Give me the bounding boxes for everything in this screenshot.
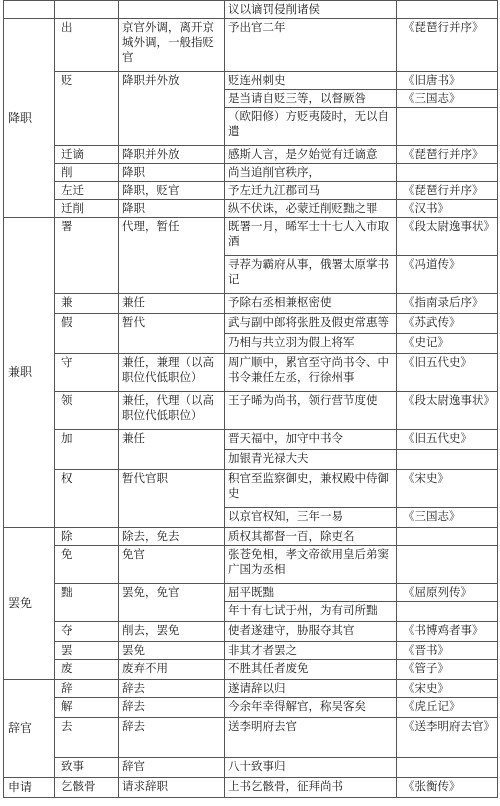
example-cell: 使者遂建守，胁服夺其官 [225, 622, 397, 642]
table-row [4, 642, 498, 660]
meaning-cell: 降职 [119, 164, 225, 182]
meaning-cell: 降职并外放 [119, 146, 225, 164]
term-cell: 加 [55, 430, 119, 470]
table-row [4, 778, 498, 798]
source-cell: 《琵琶行并序》 [397, 146, 498, 164]
term-cell: 权 [55, 470, 119, 528]
source-cell: 《苏武传》 [397, 314, 498, 334]
table-row [4, 528, 498, 546]
category-cell: 降职 [4, 19, 55, 218]
category-cell: 兼职 [4, 218, 55, 528]
source-cell [397, 546, 498, 584]
source-cell: 《段太尉逸事状》 [397, 392, 498, 430]
example-cell: 遂请辞以归 [225, 680, 397, 698]
example-cell: 既署一月，晞军士十七人入市取酒 [225, 218, 397, 256]
category-cell: 罢免 [4, 528, 55, 680]
source-cell [397, 164, 498, 182]
term-cell: 署 [55, 218, 119, 294]
term-cell [55, 1, 119, 19]
table-row [4, 430, 498, 450]
meaning-cell: 削去，罢免 [119, 622, 225, 642]
meaning-cell: 暂代 [119, 314, 225, 354]
source-cell: 《旧五代史》 [397, 430, 498, 450]
table-row [4, 72, 498, 90]
example-cell: 以京官权知，三年一易 [225, 508, 397, 528]
source-cell [397, 602, 498, 622]
example-cell: 八十致事归 [225, 758, 397, 778]
meaning-cell: 兼任，兼理（以高职位代低职位） [119, 354, 225, 392]
example-cell: 送李明府去官 [225, 718, 397, 758]
meaning-cell: 辞去 [119, 680, 225, 698]
meaning-cell: 降职，贬官 [119, 182, 225, 200]
term-cell: 除 [55, 528, 119, 546]
source-cell: 《三国志》 [397, 508, 498, 528]
meaning-cell: 免官 [119, 546, 225, 584]
source-cell: 《琵琶行并序》 [397, 19, 498, 72]
example-cell: 纵不伏诛，必蒙迁削贬黜之罪 [225, 200, 397, 218]
source-cell: 《汉书》 [397, 200, 498, 218]
example-cell: 王子晞为尚书，领行营节度使 [225, 392, 397, 430]
source-cell: 《屈原列传》 [397, 584, 498, 602]
source-cell: 《三国志》 [397, 90, 498, 108]
table-row [4, 218, 498, 256]
source-cell: 《晋书》 [397, 642, 498, 660]
meaning-cell: 兼任 [119, 294, 225, 314]
term-cell: 解 [55, 698, 119, 718]
example-cell: 周广顺中，累官至守尚书令、中书令兼任左丞，行徐州事 [225, 354, 397, 392]
table-row [4, 680, 498, 698]
term-cell: 废 [55, 660, 119, 680]
table-row [4, 718, 498, 758]
example-cell: 贬连州刺史 [225, 72, 397, 90]
example-cell: 张苍免相，孝文帝欲用皇后弟窦广国为丞相 [225, 546, 397, 584]
term-cell: 黜 [55, 584, 119, 622]
category-cell [4, 1, 55, 19]
source-cell: 《冯道传》 [397, 256, 498, 294]
category-cell: 辞官 [4, 680, 55, 778]
meaning-cell: 京官外调，离开京城外调，一般指贬官 [119, 19, 225, 72]
category-cell: 申请 [4, 778, 55, 798]
term-cell: 致事 [55, 758, 119, 778]
example-cell: 晋天福中，加守中书令 [225, 430, 397, 450]
meaning-cell: 暂代官职 [119, 470, 225, 528]
table-row [4, 546, 498, 584]
term-cell: 削 [55, 164, 119, 182]
example-cell: 乃相与共立羽为假上将军 [225, 334, 397, 354]
meaning-cell [119, 1, 225, 19]
table-row [4, 200, 498, 218]
term-cell: 免 [55, 546, 119, 584]
table-row [4, 470, 498, 508]
table-row [4, 660, 498, 680]
meaning-cell: 辞官 [119, 758, 225, 778]
meaning-cell: 代理，暂任 [119, 218, 225, 294]
example-cell: 予左迁九江郡司马 [225, 182, 397, 200]
table-row [4, 1, 498, 19]
table-row [4, 294, 498, 314]
table-row [4, 698, 498, 718]
example-cell: 屈平既黜 [225, 584, 397, 602]
term-cell: 迁削 [55, 200, 119, 218]
source-cell: 《指南录后序》 [397, 294, 498, 314]
meaning-cell: 请求辞职 [119, 778, 225, 798]
example-cell: 寻荐为霸府从事，俄署太原掌书记 [225, 256, 397, 294]
source-cell: 《史记》 [397, 334, 498, 354]
term-cell: 守 [55, 354, 119, 392]
term-cell: 贬 [55, 72, 119, 146]
source-cell: 《琵琶行并序》 [397, 182, 498, 200]
term-cell: 领 [55, 392, 119, 430]
term-cell: 出 [55, 19, 119, 72]
table-row [4, 354, 498, 392]
term-cell: 兼 [55, 294, 119, 314]
term-cell: 乞骸骨 [55, 778, 119, 798]
example-cell: 质权其都督一百，除吏名 [225, 528, 397, 546]
meaning-cell: 除去，免去 [119, 528, 225, 546]
term-cell: 假 [55, 314, 119, 354]
example-cell: （欧阳修）方贬夷陵时，无以自遣 [225, 108, 397, 146]
meaning-cell: 罢免，免官 [119, 584, 225, 622]
example-cell: 予出官二年 [225, 19, 397, 72]
source-cell: 《宋史》 [397, 680, 498, 698]
example-cell: 是当请自贬三等，以督厥咎 [225, 90, 397, 108]
meaning-cell: 降职 [119, 200, 225, 218]
term-cell: 去 [55, 718, 119, 758]
source-cell: 《书博鸡者事》 [397, 622, 498, 642]
table-row [4, 392, 498, 430]
term-cell: 罢 [55, 642, 119, 660]
meaning-cell: 兼任 [119, 430, 225, 470]
source-cell: 《段太尉逸事状》 [397, 218, 498, 256]
source-cell: 《送李明府去官》 [397, 718, 498, 758]
table-row [4, 146, 498, 164]
table-row [4, 164, 498, 182]
term-cell: 夺 [55, 622, 119, 642]
source-cell: 《宋史》 [397, 470, 498, 508]
source-cell: 《虎丘记》 [397, 698, 498, 718]
source-cell [397, 758, 498, 778]
source-cell: 《管子》 [397, 660, 498, 680]
meaning-cell: 兼任，代理（以高职位代低职位） [119, 392, 225, 430]
example-cell: 尚当追削官秩序， [225, 164, 397, 182]
official-terms-table [3, 0, 498, 798]
source-cell [397, 450, 498, 470]
example-cell: 武与副中郎将张胜及假吏常惠等 [225, 314, 397, 334]
source-cell [397, 528, 498, 546]
meaning-cell: 废弃不用 [119, 660, 225, 680]
table-row [4, 19, 498, 72]
term-cell: 辞 [55, 680, 119, 698]
source-cell: 《旧五代史》 [397, 354, 498, 392]
example-cell: 议以谪罚侵削诸侯 [225, 1, 397, 19]
table-row [4, 758, 498, 778]
table-row [4, 314, 498, 334]
source-cell: 《旧唐书》 [397, 72, 498, 90]
table-row [4, 622, 498, 642]
example-cell: 上书乞骸骨，征拜尚书 [225, 778, 397, 798]
example-cell: 加银青光禄大夫 [225, 450, 397, 470]
meaning-cell: 罢免 [119, 642, 225, 660]
example-cell: 感斯人言，是夕始觉有迁谪意 [225, 146, 397, 164]
example-cell: 今余年幸得解官，称吴客矣 [225, 698, 397, 718]
example-cell: 予除右丞相兼枢密使 [225, 294, 397, 314]
example-cell: 积官至监察御史，兼权殿中侍御史 [225, 470, 397, 508]
source-cell [397, 1, 498, 19]
source-cell [397, 108, 498, 146]
term-cell: 迁谪 [55, 146, 119, 164]
example-cell: 非其才者罢之 [225, 642, 397, 660]
term-cell: 左迁 [55, 182, 119, 200]
example-cell: 不胜其任者废免 [225, 660, 397, 680]
meaning-cell: 降职并外放 [119, 72, 225, 146]
table-row [4, 584, 498, 602]
example-cell: 年十有七试于州，为有司所黜 [225, 602, 397, 622]
meaning-cell: 辞去 [119, 698, 225, 718]
meaning-cell: 辞去 [119, 718, 225, 758]
source-cell: 《张衡传》 [397, 778, 498, 798]
table-row [4, 182, 498, 200]
